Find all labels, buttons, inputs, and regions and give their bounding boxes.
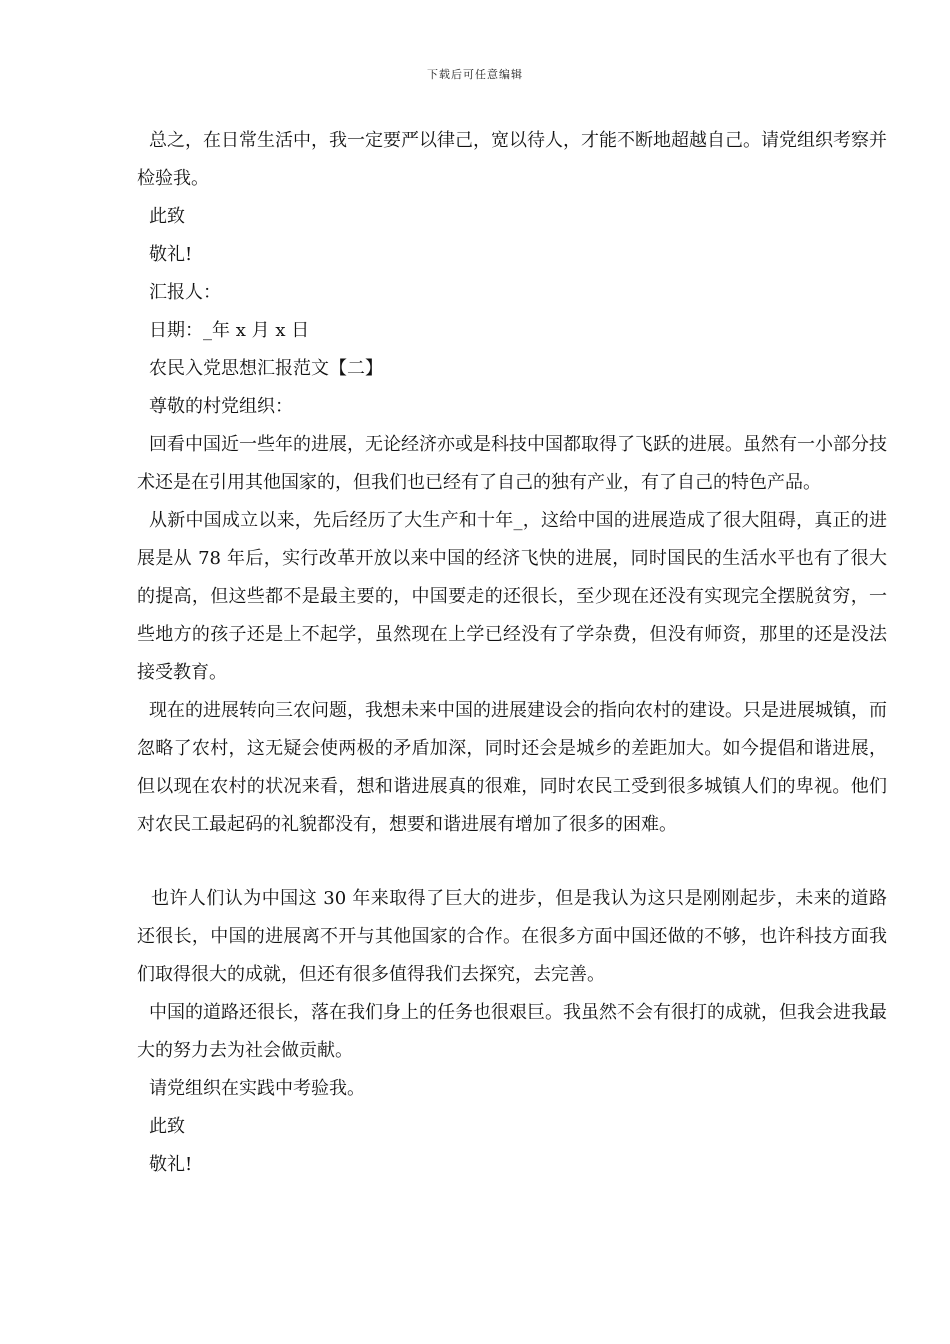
greeting-line: 尊敬的村党组织：: [149, 396, 293, 417]
request-line: 请党组织在实践中考验我。: [149, 1078, 365, 1099]
document-body: [137, 122, 887, 1184]
date-line: 日期：_年 x 月 x 日: [149, 320, 310, 341]
closing-regards-2: 敬礼!: [149, 1154, 193, 1175]
header-note: 下载后可任意编辑: [427, 68, 523, 81]
closing-regards: 敬礼!: [149, 244, 193, 265]
paragraph-conclusion: 总之，在日常生活中，我一定要严以律己，宽以待人，才能不断地超越自己。请党组织考察并检验我。: [137, 130, 887, 189]
paragraph-development-overview: 回看中国近一些年的进展，无论经济亦或是科技中国都取得了飞跃的进展。虽然有一小部分技术还是在引用其他国家的，但我们也已经有了自己的独有产业，有了自己的特色产品。: [137, 434, 887, 493]
section-title: 农民入党思想汇报范文【二】: [149, 358, 383, 379]
closing-salutation: 此致: [149, 206, 185, 227]
reporter-line: 汇报人：: [149, 282, 221, 303]
paragraph-gap: [137, 844, 887, 880]
paragraph-history: 从新中国成立以来，先后经历了大生产和十年_，这给中国的进展造成了很大阻碍，真正的进展是从 78 年后，实行改革开放以来中国的经济飞快的进展，同时国民的生活水平也有了很大的提高，但这些都不是最主要的，中国要走的还很长，至少现在还没有实现完全摆脱贫穷，一些地方的孩子还是上不起学，虽然现在上学已经没有了学杂费，但没有师资，那里的还是没法接受教育。: [137, 510, 887, 683]
paragraph-responsibility: 中国的道路还很长，落在我们身上的任务也很艰巨。我虽然不会有很打的成就，但我会进我最大的努力去为社会做贡献。: [137, 1002, 887, 1061]
paragraph-rural-issues: 现在的进展转向三农问题，我想未来中国的进展建设会的指向农村的建设。只是进展城镇，而忽略了农村，这无疑会使两极的矛盾加深，同时还会是城乡的差距加大。如今提倡和谐进展，但以现在农村的状况来看，想和谐进展真的很难，同时农民工受到很多城镇人们的卑视。他们对农民工最起码的礼貌都没有，想要和谐进展有增加了很多的困难。: [137, 700, 887, 835]
closing-salutation-2: 此致: [149, 1116, 185, 1137]
paragraph-progress: 也许人们认为中国这 30 年来取得了巨大的进步，但是我认为这只是刚刚起步，未来的道路还很长，中国的进展离不开与其他国家的合作。在很多方面中国还做的不够，也许科技方面我们取得很大的成就，但还有很多值得我们去探究，去完善。: [137, 888, 887, 985]
